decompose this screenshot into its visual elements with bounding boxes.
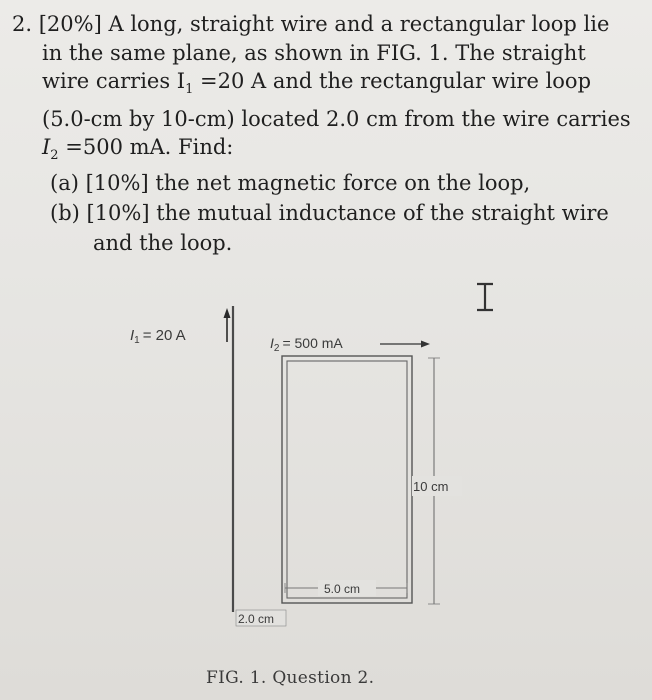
part-a: (a) [10%] the net magnetic force on the loop,	[50, 171, 531, 195]
i2-arrow-head	[421, 341, 430, 348]
problem-line-2: in the same plane, as shown in FIG. 1. The straight	[42, 40, 586, 65]
problem-text-3a: wire carries I	[42, 69, 186, 93]
part-b: (b) [10%] the mutual inductance of the straight wire	[50, 201, 609, 225]
width-label: 5.0 cm	[324, 582, 361, 596]
i2-subscript: 2	[50, 148, 59, 164]
height-label: 10 cm	[413, 479, 449, 494]
part-b-continued: and the loop.	[93, 231, 233, 255]
problem-line-4: (5.0-cm by 10-cm) located 2.0 cm from the wire carries	[42, 106, 631, 131]
i1-arrow-head	[224, 308, 231, 318]
i1-label: $I_1 = 20$ A	[130, 327, 186, 346]
rectangular-loop-outer	[282, 356, 412, 603]
problem-text-1: A long, straight wire and a rectangular loop lie	[108, 12, 610, 36]
problem-number: 2.	[12, 12, 33, 36]
i1-subscript: 1	[185, 82, 194, 98]
problem-weight: [20%]	[38, 12, 102, 36]
problem-text-5b: =500 mA. Find:	[58, 135, 234, 160]
problem-text-3b: =20 A and the rectangular wire loop	[193, 69, 592, 93]
figure-caption: FIG. 1. Question 2.	[206, 668, 375, 688]
i2-label: $I_2 = 500$ mA	[270, 335, 343, 354]
problem-text-5a: I	[42, 135, 51, 160]
gap-label: 2.0 cm	[238, 612, 275, 626]
rectangular-loop-inner	[287, 361, 407, 598]
